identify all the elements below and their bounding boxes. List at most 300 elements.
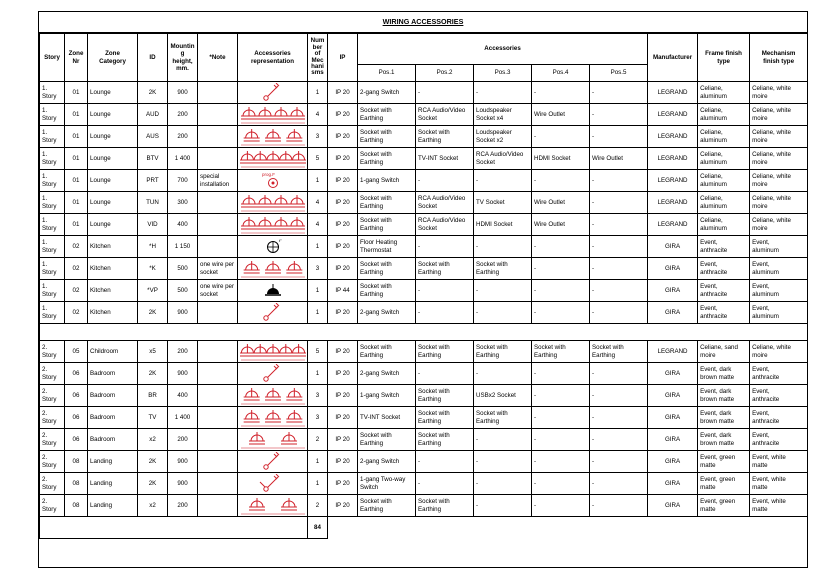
zone-nr-cell: 01 xyxy=(65,170,88,192)
pos-4-cell: - xyxy=(532,82,590,104)
mounting-height-cell: 900 xyxy=(168,363,198,385)
zone-category-cell: Lounge xyxy=(88,170,138,192)
header-pos-5: Pos.5 xyxy=(590,65,648,82)
mechanism-finish-cell: Event, aluminum xyxy=(750,236,808,258)
manufacturer-cell: LEGRAND xyxy=(648,341,698,363)
pos-5-cell: - xyxy=(590,385,648,407)
zone-category-cell: Landing xyxy=(88,473,138,495)
pos-5-cell: - xyxy=(590,258,648,280)
pos-5-cell: - xyxy=(590,280,648,302)
pos-4-cell: - xyxy=(532,126,590,148)
pos-1-cell: Socket with Earthing xyxy=(358,429,416,451)
manufacturer-cell: GIRA xyxy=(648,451,698,473)
socket-group-icon xyxy=(240,430,306,449)
pos-4-cell: - xyxy=(532,473,590,495)
header-story: Story xyxy=(40,34,65,82)
table-row xyxy=(40,385,808,407)
pos-4-cell: - xyxy=(532,170,590,192)
zone-category-cell: Childroom xyxy=(88,341,138,363)
pos-2-cell: - xyxy=(416,363,474,385)
num-mechanisms-cell: 1 xyxy=(308,82,328,104)
num-mechanisms-cell: 4 xyxy=(308,104,328,126)
note-cell xyxy=(198,473,238,495)
story-cell: 1. Story xyxy=(40,302,65,324)
zone-nr-cell: 01 xyxy=(65,126,88,148)
representation-cell xyxy=(238,385,308,407)
note-cell xyxy=(198,363,238,385)
svg-text:t°: t° xyxy=(278,238,282,243)
ip-cell: IP 20 xyxy=(328,170,358,192)
frame-finish-cell: Event, dark brown matte xyxy=(698,385,750,407)
mounting-height-cell: 900 xyxy=(168,451,198,473)
header-manufacturer: Manufacturer xyxy=(648,34,698,82)
pos-3-cell: - xyxy=(474,170,532,192)
id-cell: *K xyxy=(138,258,168,280)
ip-cell: IP 20 xyxy=(328,407,358,429)
table-row xyxy=(40,280,808,302)
mounting-height-cell: 1 150 xyxy=(168,236,198,258)
thermostat-icon xyxy=(240,237,306,256)
socket-group-icon xyxy=(240,259,306,278)
mechanism-finish-cell: Event, anthracite xyxy=(750,429,808,451)
zone-category-cell: Kitchen xyxy=(88,258,138,280)
mechanism-finish-cell: Event, aluminum xyxy=(750,280,808,302)
table-row xyxy=(40,473,808,495)
representation-cell xyxy=(238,495,308,517)
pos-4-cell: Wire Outlet xyxy=(532,104,590,126)
ip-cell: IP 20 xyxy=(328,192,358,214)
pos-5-cell: - xyxy=(590,451,648,473)
header-id: ID xyxy=(138,34,168,82)
pos-5-cell: - xyxy=(590,214,648,236)
num-mechanisms-cell: 3 xyxy=(308,258,328,280)
pos-4-cell: - xyxy=(532,258,590,280)
mechanism-finish-cell: Celiane, white moire xyxy=(750,192,808,214)
story-cell: 1. Story xyxy=(40,104,65,126)
mechanism-finish-cell: Celiane, white moire xyxy=(750,82,808,104)
pos-2-cell: RCA Audio/Video Socket xyxy=(416,192,474,214)
zone-category-cell: Kitchen xyxy=(88,302,138,324)
pos-1-cell: 1-gang Switch xyxy=(358,170,416,192)
mechanism-finish-cell: Celiane, white moire xyxy=(750,126,808,148)
table-row xyxy=(40,363,808,385)
pos-1-cell: Socket with Earthing xyxy=(358,280,416,302)
representation-cell xyxy=(238,214,308,236)
switch-icon xyxy=(240,452,306,471)
pos-3-cell: Socket with Earthing xyxy=(474,407,532,429)
pos-5-cell: - xyxy=(590,407,648,429)
zone-nr-cell: 08 xyxy=(65,473,88,495)
accessories-table xyxy=(39,33,808,539)
note-cell xyxy=(198,451,238,473)
two-way-switch-icon xyxy=(240,474,306,493)
frame-finish-cell: Event, green matte xyxy=(698,451,750,473)
svg-text:prog.F: prog.F xyxy=(261,172,275,177)
pos-3-cell: HDMI Socket xyxy=(474,214,532,236)
pos-5-cell: - xyxy=(590,495,648,517)
note-cell xyxy=(198,429,238,451)
table-row xyxy=(40,192,808,214)
table-row xyxy=(40,302,808,324)
frame-finish-cell: Event, dark brown matte xyxy=(698,363,750,385)
story-cell: 1. Story xyxy=(40,192,65,214)
table-row xyxy=(40,407,808,429)
mechanism-finish-cell: Celiane, white moire xyxy=(750,148,808,170)
num-mechanisms-cell: 5 xyxy=(308,148,328,170)
wiring-accessories-sheet xyxy=(38,11,808,568)
header-frame-finish: Frame finish type xyxy=(698,34,750,82)
zone-category-cell: Lounge xyxy=(88,104,138,126)
representation-cell xyxy=(238,148,308,170)
mechanism-finish-cell: Celiane, white moire xyxy=(750,214,808,236)
pos-2-cell: Socket with Earthing xyxy=(416,341,474,363)
socket-group-icon xyxy=(240,496,306,515)
switch-icon xyxy=(240,83,306,102)
table-row xyxy=(40,82,808,104)
pos-4-cell: Socket with Earthing xyxy=(532,341,590,363)
id-cell: x2 xyxy=(138,429,168,451)
mounting-height-cell: 1 400 xyxy=(168,148,198,170)
note-cell: one wire per socket xyxy=(198,258,238,280)
representation-cell xyxy=(238,236,308,258)
story-1-rows xyxy=(40,82,808,324)
num-mechanisms-cell: 1 xyxy=(308,473,328,495)
pos-1-cell: TV-INT Socket xyxy=(358,407,416,429)
mounting-height-cell: 900 xyxy=(168,302,198,324)
frame-finish-cell: Celiane, aluminum xyxy=(698,148,750,170)
zone-nr-cell: 02 xyxy=(65,280,88,302)
pos-3-cell: - xyxy=(474,363,532,385)
story-cell: 2. Story xyxy=(40,341,65,363)
pos-3-cell: - xyxy=(474,236,532,258)
zone-category-cell: Badroom xyxy=(88,385,138,407)
mechanism-finish-cell: Celiane, white moire xyxy=(750,104,808,126)
mounting-height-cell: 500 xyxy=(168,258,198,280)
frame-finish-cell: Celiane, aluminum xyxy=(698,170,750,192)
pos-4-cell: - xyxy=(532,302,590,324)
mechanism-finish-cell: Event, anthracite xyxy=(750,385,808,407)
frame-finish-cell: Event, dark brown matte xyxy=(698,429,750,451)
table-row xyxy=(40,126,808,148)
mounting-height-cell: 200 xyxy=(168,495,198,517)
pos-4-cell: - xyxy=(532,385,590,407)
socket-group-icon xyxy=(240,127,306,146)
story-cell: 2. Story xyxy=(40,451,65,473)
note-cell xyxy=(198,192,238,214)
representation-cell xyxy=(238,302,308,324)
zone-nr-cell: 01 xyxy=(65,82,88,104)
pos-1-cell: Socket with Earthing xyxy=(358,341,416,363)
mechanism-finish-cell: Event, anthracite xyxy=(750,363,808,385)
story-cell: 2. Story xyxy=(40,363,65,385)
note-cell xyxy=(198,302,238,324)
mounting-height-cell: 200 xyxy=(168,341,198,363)
table-row xyxy=(40,429,808,451)
pos-4-cell: - xyxy=(532,363,590,385)
socket-group-icon xyxy=(240,342,306,361)
pos-3-cell: USBx2 Socket xyxy=(474,385,532,407)
zone-nr-cell: 06 xyxy=(65,429,88,451)
story-cell: 1. Story xyxy=(40,236,65,258)
pos-5-cell: - xyxy=(590,126,648,148)
manufacturer-cell: LEGRAND xyxy=(648,148,698,170)
pos-1-cell: 1-gang Two-way Switch xyxy=(358,473,416,495)
zone-category-cell: Lounge xyxy=(88,214,138,236)
manufacturer-cell: LEGRAND xyxy=(648,170,698,192)
note-cell xyxy=(198,82,238,104)
mounting-height-cell: 300 xyxy=(168,192,198,214)
zone-nr-cell: 02 xyxy=(65,302,88,324)
pos-1-cell: 2-gang Switch xyxy=(358,451,416,473)
manufacturer-cell: GIRA xyxy=(648,258,698,280)
header-pos-3: Pos.3 xyxy=(474,65,532,82)
manufacturer-cell: LEGRAND xyxy=(648,192,698,214)
ip-cell: IP 20 xyxy=(328,363,358,385)
ip-cell: IP 20 xyxy=(328,214,358,236)
id-cell: PRT xyxy=(138,170,168,192)
zone-category-cell: Badroom xyxy=(88,407,138,429)
pos-1-cell: Socket with Earthing xyxy=(358,148,416,170)
pos-1-cell: 2-gang Switch xyxy=(358,363,416,385)
pos-3-cell: TV Socket xyxy=(474,192,532,214)
table-row xyxy=(40,236,808,258)
pos-2-cell: RCA Audio/Video Socket xyxy=(416,104,474,126)
representation-cell xyxy=(238,407,308,429)
zone-category-cell: Badroom xyxy=(88,429,138,451)
totals-spacer xyxy=(40,517,308,539)
ip-cell: IP 20 xyxy=(328,236,358,258)
pos-1-cell: Socket with Earthing xyxy=(358,495,416,517)
pos-2-cell: - xyxy=(416,236,474,258)
table-row xyxy=(40,258,808,280)
num-mechanisms-cell: 1 xyxy=(308,236,328,258)
zone-category-cell: Lounge xyxy=(88,192,138,214)
zone-nr-cell: 08 xyxy=(65,451,88,473)
representation-cell xyxy=(238,170,308,192)
zone-category-cell: Kitchen xyxy=(88,280,138,302)
note-cell xyxy=(198,341,238,363)
mounting-height-cell: 900 xyxy=(168,82,198,104)
id-cell: BR xyxy=(138,385,168,407)
frame-finish-cell: Celiane, aluminum xyxy=(698,126,750,148)
pos-5-cell: - xyxy=(590,302,648,324)
ip-cell: IP 20 xyxy=(328,429,358,451)
pos-4-cell: - xyxy=(532,236,590,258)
switch-icon xyxy=(240,303,306,322)
pos-5-cell: Socket with Earthing xyxy=(590,341,648,363)
frame-finish-cell: Celiane, aluminum xyxy=(698,192,750,214)
socket-group-icon xyxy=(240,105,306,124)
representation-cell xyxy=(238,473,308,495)
note-cell xyxy=(198,126,238,148)
pos-4-cell: - xyxy=(532,280,590,302)
ip-cell: IP 20 xyxy=(328,341,358,363)
zone-category-cell: Lounge xyxy=(88,126,138,148)
table-row xyxy=(40,451,808,473)
zone-category-cell: Landing xyxy=(88,451,138,473)
mechanism-finish-cell: Celiane, white moire xyxy=(750,341,808,363)
ip-cell: IP 20 xyxy=(328,473,358,495)
pos-3-cell: - xyxy=(474,82,532,104)
zone-category-cell: Kitchen xyxy=(88,236,138,258)
mechanism-finish-cell: Celiane, white moire xyxy=(750,170,808,192)
pos-3-cell: - xyxy=(474,302,532,324)
zone-nr-cell: 08 xyxy=(65,495,88,517)
totals-row-group xyxy=(40,517,808,539)
manufacturer-cell: GIRA xyxy=(648,302,698,324)
header-pos-4: Pos.4 xyxy=(532,65,590,82)
zone-nr-cell: 06 xyxy=(65,407,88,429)
mounting-height-cell: 1 400 xyxy=(168,407,198,429)
pos-2-cell: Socket with Earthing xyxy=(416,126,474,148)
pos-4-cell: - xyxy=(532,451,590,473)
story-cell: 1. Story xyxy=(40,126,65,148)
zone-category-cell: Badroom xyxy=(88,363,138,385)
manufacturer-cell: GIRA xyxy=(648,280,698,302)
note-cell xyxy=(198,495,238,517)
mounting-height-cell: 200 xyxy=(168,104,198,126)
header-note: *Note xyxy=(198,34,238,82)
manufacturer-cell: GIRA xyxy=(648,385,698,407)
zone-nr-cell: 01 xyxy=(65,192,88,214)
pos-3-cell: - xyxy=(474,495,532,517)
num-mechanisms-cell: 2 xyxy=(308,495,328,517)
story-cell: 1. Story xyxy=(40,170,65,192)
pos-5-cell: - xyxy=(590,82,648,104)
pos-5-cell: - xyxy=(590,363,648,385)
mounting-height-cell: 900 xyxy=(168,473,198,495)
frame-finish-cell: Event, green matte xyxy=(698,495,750,517)
pos-1-cell: 2-gang Switch xyxy=(358,302,416,324)
table-row xyxy=(40,170,808,192)
pos-4-cell: Wire Outlet xyxy=(532,192,590,214)
mounting-height-cell: 200 xyxy=(168,126,198,148)
pos-2-cell: RCA Audio/Video Socket xyxy=(416,214,474,236)
num-mechanisms-cell: 5 xyxy=(308,341,328,363)
id-cell: 2K xyxy=(138,451,168,473)
representation-cell xyxy=(238,363,308,385)
pos-2-cell: - xyxy=(416,82,474,104)
mechanism-finish-cell: Event, aluminum xyxy=(750,258,808,280)
note-cell xyxy=(198,214,238,236)
representation-cell xyxy=(238,82,308,104)
mounting-height-cell: 400 xyxy=(168,385,198,407)
id-cell: AUS xyxy=(138,126,168,148)
note-cell xyxy=(198,236,238,258)
programmable-switch-icon xyxy=(240,171,306,190)
header-ip: IP xyxy=(328,34,358,82)
representation-cell xyxy=(238,280,308,302)
table-row xyxy=(40,214,808,236)
pos-1-cell: Socket with Earthing xyxy=(358,126,416,148)
ip-cell: IP 20 xyxy=(328,258,358,280)
story-2-rows xyxy=(40,341,808,517)
zone-nr-cell: 06 xyxy=(65,385,88,407)
socket-group-icon xyxy=(240,408,306,427)
switch-icon xyxy=(240,364,306,383)
pos-4-cell: - xyxy=(532,407,590,429)
id-cell: 2K xyxy=(138,82,168,104)
pos-4-cell: - xyxy=(532,495,590,517)
pos-5-cell: - xyxy=(590,429,648,451)
pos-1-cell: Socket with Earthing xyxy=(358,192,416,214)
pos-2-cell: Socket with Earthing xyxy=(416,495,474,517)
pos-2-cell: - xyxy=(416,302,474,324)
pos-1-cell: 2-gang Switch xyxy=(358,82,416,104)
zone-category-cell: Lounge xyxy=(88,82,138,104)
story-cell: 1. Story xyxy=(40,280,65,302)
id-cell: TUN xyxy=(138,192,168,214)
table-row xyxy=(40,148,808,170)
num-mechanisms-cell: 1 xyxy=(308,451,328,473)
pos-1-cell: 1-gang Switch xyxy=(358,385,416,407)
representation-cell xyxy=(238,341,308,363)
mechanism-finish-cell: Event, aluminum xyxy=(750,302,808,324)
zone-nr-cell: 02 xyxy=(65,236,88,258)
note-cell xyxy=(198,407,238,429)
pos-3-cell: Socket with Earthing xyxy=(474,341,532,363)
frame-finish-cell: Event, green matte xyxy=(698,473,750,495)
story-cell: 1. Story xyxy=(40,214,65,236)
num-mechanisms-cell: 3 xyxy=(308,407,328,429)
note-cell xyxy=(198,104,238,126)
mounting-height-cell: 200 xyxy=(168,429,198,451)
pos-2-cell: Socket with Earthing xyxy=(416,407,474,429)
frame-finish-cell: Celiane, aluminum xyxy=(698,214,750,236)
id-cell: TV xyxy=(138,407,168,429)
pos-4-cell: - xyxy=(532,429,590,451)
pos-2-cell: TV-INT Socket xyxy=(416,148,474,170)
story-cell: 2. Story xyxy=(40,473,65,495)
mechanism-finish-cell: Event, white matte xyxy=(750,451,808,473)
ip-cell: IP 20 xyxy=(328,104,358,126)
manufacturer-cell: GIRA xyxy=(648,407,698,429)
ip-cell: IP 44 xyxy=(328,280,358,302)
manufacturer-cell: LEGRAND xyxy=(648,126,698,148)
ip-cell: IP 20 xyxy=(328,385,358,407)
num-mechanisms-cell: 4 xyxy=(308,214,328,236)
num-mechanisms-cell: 1 xyxy=(308,170,328,192)
id-cell: BTV xyxy=(138,148,168,170)
id-cell: 2K xyxy=(138,302,168,324)
story-cell: 2. Story xyxy=(40,407,65,429)
break-gap xyxy=(40,324,808,341)
id-cell: x5 xyxy=(138,341,168,363)
num-mechanisms-cell: 4 xyxy=(308,192,328,214)
zone-category-cell: Landing xyxy=(88,495,138,517)
mechanism-finish-cell: Event, white matte xyxy=(750,495,808,517)
pos-1-cell: Socket with Earthing xyxy=(358,258,416,280)
mounting-height-cell: 400 xyxy=(168,214,198,236)
socket-group-icon xyxy=(240,215,306,234)
frame-finish-cell: Event, anthracite xyxy=(698,280,750,302)
zone-nr-cell: 05 xyxy=(65,341,88,363)
pos-1-cell: Floor Heating Thermostat xyxy=(358,236,416,258)
pos-4-cell: HDMI Socket xyxy=(532,148,590,170)
pos-1-cell: Socket with Earthing xyxy=(358,214,416,236)
pos-5-cell: - xyxy=(590,192,648,214)
num-mechanisms-cell: 2 xyxy=(308,429,328,451)
pos-3-cell: - xyxy=(474,429,532,451)
frame-finish-cell: Event, anthracite xyxy=(698,302,750,324)
pos-5-cell: - xyxy=(590,473,648,495)
zone-nr-cell: 01 xyxy=(65,148,88,170)
header-pos-2: Pos.2 xyxy=(416,65,474,82)
table-row xyxy=(40,104,808,126)
id-cell: x2 xyxy=(138,495,168,517)
manufacturer-cell: GIRA xyxy=(648,363,698,385)
representation-cell xyxy=(238,126,308,148)
